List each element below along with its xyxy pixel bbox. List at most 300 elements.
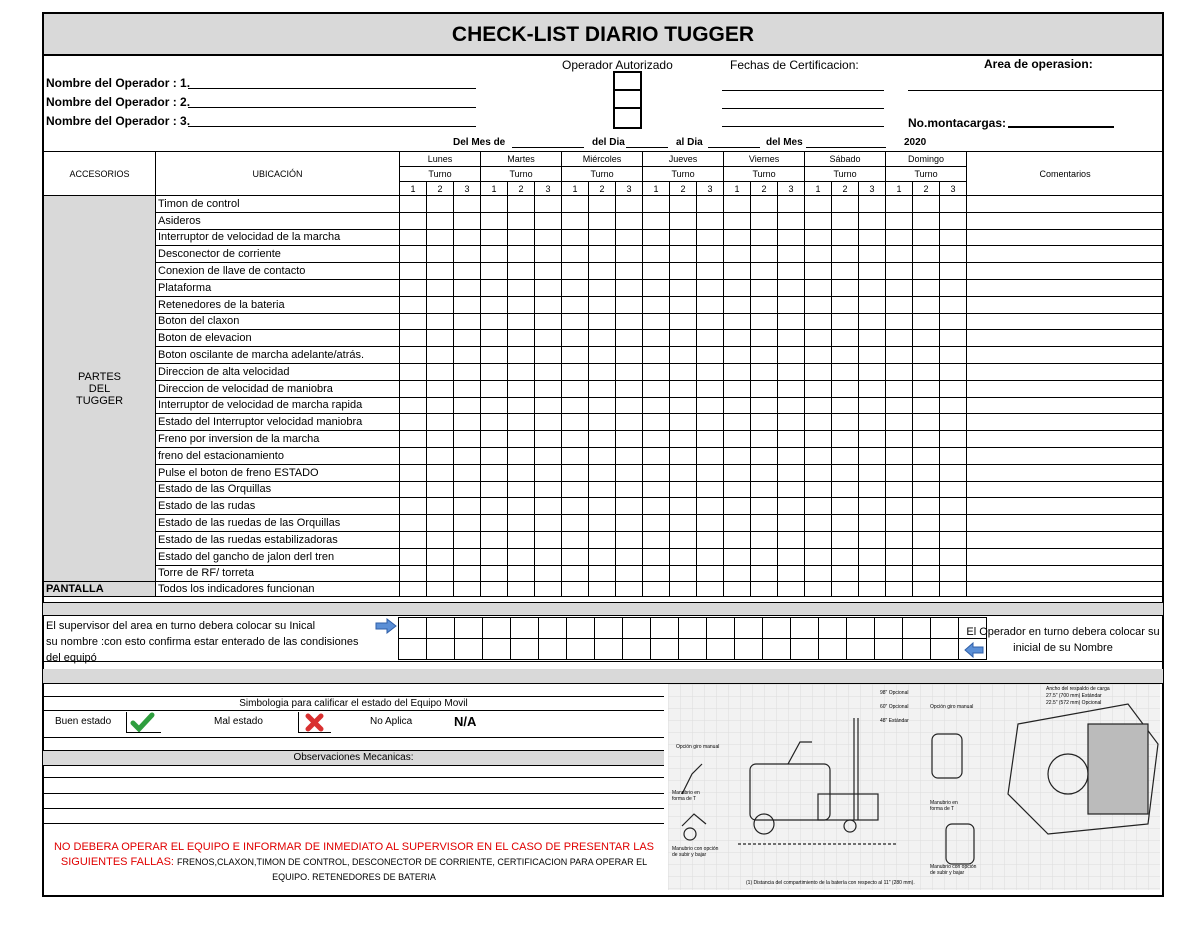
check-cell[interactable] [724, 548, 751, 565]
check-cell[interactable] [535, 380, 562, 397]
check-cell[interactable] [589, 263, 616, 280]
initial-cell[interactable] [791, 618, 819, 639]
check-cell[interactable] [940, 397, 967, 414]
check-cell[interactable] [697, 481, 724, 498]
check-cell[interactable] [886, 565, 913, 582]
comment-cell[interactable] [967, 464, 1164, 481]
check-cell[interactable] [670, 330, 697, 347]
check-cell[interactable] [751, 481, 778, 498]
check-cell[interactable] [481, 246, 508, 263]
initial-cell[interactable] [483, 618, 511, 639]
check-cell[interactable] [913, 582, 940, 597]
check-cell[interactable] [535, 212, 562, 229]
check-cell[interactable] [751, 229, 778, 246]
check-cell[interactable] [940, 313, 967, 330]
check-cell[interactable] [805, 296, 832, 313]
comment-cell[interactable] [967, 548, 1164, 565]
check-cell[interactable] [886, 414, 913, 431]
initial-cell[interactable] [567, 618, 595, 639]
initial-cell[interactable] [763, 618, 791, 639]
check-cell[interactable] [427, 464, 454, 481]
check-cell[interactable] [805, 263, 832, 280]
check-cell[interactable] [508, 196, 535, 213]
check-cell[interactable] [778, 447, 805, 464]
check-cell[interactable] [751, 347, 778, 364]
check-cell[interactable] [886, 582, 913, 597]
check-cell[interactable] [859, 279, 886, 296]
check-cell[interactable] [400, 447, 427, 464]
comment-cell[interactable] [967, 263, 1164, 280]
check-cell[interactable] [940, 531, 967, 548]
check-cell[interactable] [400, 531, 427, 548]
check-cell[interactable] [886, 431, 913, 448]
check-cell[interactable] [508, 515, 535, 532]
check-cell[interactable] [508, 531, 535, 548]
check-cell[interactable] [805, 515, 832, 532]
check-cell[interactable] [535, 347, 562, 364]
check-cell[interactable] [832, 531, 859, 548]
check-cell[interactable] [697, 196, 724, 213]
check-cell[interactable] [427, 263, 454, 280]
check-cell[interactable] [670, 347, 697, 364]
check-cell[interactable] [724, 313, 751, 330]
check-cell[interactable] [913, 531, 940, 548]
check-cell[interactable] [616, 296, 643, 313]
check-cell[interactable] [454, 313, 481, 330]
check-cell[interactable] [643, 363, 670, 380]
check-cell[interactable] [589, 481, 616, 498]
check-cell[interactable] [643, 431, 670, 448]
check-cell[interactable] [400, 363, 427, 380]
check-cell[interactable] [805, 481, 832, 498]
check-cell[interactable] [859, 229, 886, 246]
check-cell[interactable] [562, 397, 589, 414]
check-cell[interactable] [751, 582, 778, 597]
check-cell[interactable] [589, 296, 616, 313]
comment-cell[interactable] [967, 515, 1164, 532]
check-cell[interactable] [697, 447, 724, 464]
check-cell[interactable] [400, 279, 427, 296]
check-cell[interactable] [751, 447, 778, 464]
check-cell[interactable] [535, 229, 562, 246]
check-cell[interactable] [751, 548, 778, 565]
check-cell[interactable] [400, 565, 427, 582]
initial-cell[interactable] [735, 618, 763, 639]
check-cell[interactable] [616, 515, 643, 532]
check-cell[interactable] [886, 464, 913, 481]
check-cell[interactable] [805, 330, 832, 347]
check-cell[interactable] [508, 565, 535, 582]
check-cell[interactable] [589, 531, 616, 548]
check-cell[interactable] [859, 246, 886, 263]
check-cell[interactable] [454, 414, 481, 431]
check-cell[interactable] [400, 347, 427, 364]
check-cell[interactable] [940, 212, 967, 229]
check-cell[interactable] [940, 464, 967, 481]
check-cell[interactable] [481, 431, 508, 448]
check-cell[interactable] [535, 582, 562, 597]
check-cell[interactable] [643, 263, 670, 280]
check-cell[interactable] [724, 397, 751, 414]
check-cell[interactable] [427, 582, 454, 597]
check-cell[interactable] [913, 347, 940, 364]
check-cell[interactable] [589, 431, 616, 448]
check-cell[interactable] [751, 565, 778, 582]
check-cell[interactable] [886, 515, 913, 532]
check-cell[interactable] [751, 196, 778, 213]
initial-cell[interactable] [903, 639, 931, 660]
check-cell[interactable] [427, 229, 454, 246]
comment-cell[interactable] [967, 313, 1164, 330]
check-cell[interactable] [454, 380, 481, 397]
check-cell[interactable] [589, 397, 616, 414]
check-cell[interactable] [616, 498, 643, 515]
initial-cell[interactable] [959, 639, 987, 660]
check-cell[interactable] [562, 464, 589, 481]
check-cell[interactable] [508, 330, 535, 347]
check-cell[interactable] [535, 447, 562, 464]
check-cell[interactable] [724, 330, 751, 347]
comment-cell[interactable] [967, 431, 1164, 448]
initial-cell[interactable] [847, 618, 875, 639]
check-cell[interactable] [832, 363, 859, 380]
check-cell[interactable] [724, 565, 751, 582]
check-cell[interactable] [670, 397, 697, 414]
check-cell[interactable] [913, 330, 940, 347]
check-cell[interactable] [400, 212, 427, 229]
check-cell[interactable] [670, 548, 697, 565]
check-cell[interactable] [589, 246, 616, 263]
check-cell[interactable] [616, 548, 643, 565]
check-cell[interactable] [481, 279, 508, 296]
check-cell[interactable] [697, 515, 724, 532]
check-cell[interactable] [535, 481, 562, 498]
initial-cell[interactable] [679, 639, 707, 660]
check-cell[interactable] [508, 313, 535, 330]
check-cell[interactable] [535, 565, 562, 582]
check-cell[interactable] [913, 515, 940, 532]
check-cell[interactable] [427, 363, 454, 380]
check-cell[interactable] [913, 464, 940, 481]
check-cell[interactable] [886, 397, 913, 414]
check-cell[interactable] [643, 582, 670, 597]
check-cell[interactable] [940, 481, 967, 498]
check-cell[interactable] [670, 380, 697, 397]
initial-cell[interactable] [595, 618, 623, 639]
check-cell[interactable] [643, 246, 670, 263]
check-cell[interactable] [859, 212, 886, 229]
check-cell[interactable] [805, 363, 832, 380]
check-cell[interactable] [643, 347, 670, 364]
check-cell[interactable] [670, 296, 697, 313]
check-cell[interactable] [940, 380, 967, 397]
cert-date-1-field[interactable] [722, 90, 884, 91]
check-cell[interactable] [616, 565, 643, 582]
initial-cell[interactable] [735, 639, 763, 660]
check-cell[interactable] [427, 313, 454, 330]
check-cell[interactable] [859, 380, 886, 397]
check-cell[interactable] [832, 279, 859, 296]
check-cell[interactable] [616, 397, 643, 414]
check-cell[interactable] [832, 380, 859, 397]
check-cell[interactable] [427, 565, 454, 582]
check-cell[interactable] [913, 431, 940, 448]
check-cell[interactable] [913, 279, 940, 296]
check-cell[interactable] [832, 515, 859, 532]
check-cell[interactable] [913, 229, 940, 246]
check-cell[interactable] [724, 582, 751, 597]
comment-cell[interactable] [967, 397, 1164, 414]
check-cell[interactable] [400, 196, 427, 213]
comment-cell[interactable] [967, 363, 1164, 380]
check-cell[interactable] [886, 212, 913, 229]
check-cell[interactable] [697, 330, 724, 347]
check-cell[interactable] [481, 212, 508, 229]
check-cell[interactable] [616, 212, 643, 229]
check-cell[interactable] [535, 263, 562, 280]
check-cell[interactable] [805, 246, 832, 263]
initial-cell[interactable] [539, 639, 567, 660]
check-cell[interactable] [859, 414, 886, 431]
check-cell[interactable] [778, 196, 805, 213]
check-cell[interactable] [508, 347, 535, 364]
check-cell[interactable] [670, 196, 697, 213]
check-cell[interactable] [643, 313, 670, 330]
check-cell[interactable] [589, 565, 616, 582]
check-cell[interactable] [508, 431, 535, 448]
check-cell[interactable] [589, 515, 616, 532]
check-cell[interactable] [778, 582, 805, 597]
comment-cell[interactable] [967, 212, 1164, 229]
check-cell[interactable] [859, 531, 886, 548]
comment-cell[interactable] [967, 196, 1164, 213]
check-cell[interactable] [805, 464, 832, 481]
day-from-field[interactable] [626, 147, 668, 148]
check-cell[interactable] [508, 397, 535, 414]
check-cell[interactable] [778, 464, 805, 481]
initial-cell[interactable] [651, 618, 679, 639]
check-cell[interactable] [724, 296, 751, 313]
check-cell[interactable] [751, 363, 778, 380]
check-cell[interactable] [616, 330, 643, 347]
check-cell[interactable] [400, 414, 427, 431]
check-cell[interactable] [697, 212, 724, 229]
check-cell[interactable] [940, 431, 967, 448]
check-cell[interactable] [562, 565, 589, 582]
check-cell[interactable] [805, 498, 832, 515]
check-cell[interactable] [643, 498, 670, 515]
check-cell[interactable] [697, 548, 724, 565]
initial-cell[interactable] [651, 639, 679, 660]
check-cell[interactable] [535, 464, 562, 481]
check-cell[interactable] [508, 380, 535, 397]
check-cell[interactable] [535, 548, 562, 565]
check-cell[interactable] [832, 246, 859, 263]
initial-cell[interactable] [511, 618, 539, 639]
check-cell[interactable] [724, 212, 751, 229]
check-cell[interactable] [454, 548, 481, 565]
check-cell[interactable] [670, 363, 697, 380]
check-cell[interactable] [940, 330, 967, 347]
check-cell[interactable] [805, 548, 832, 565]
check-cell[interactable] [697, 229, 724, 246]
check-cell[interactable] [886, 330, 913, 347]
initial-cell[interactable] [539, 618, 567, 639]
check-cell[interactable] [751, 531, 778, 548]
check-cell[interactable] [508, 498, 535, 515]
check-cell[interactable] [400, 498, 427, 515]
check-cell[interactable] [670, 263, 697, 280]
check-cell[interactable] [508, 414, 535, 431]
authorized-box-2[interactable] [613, 89, 642, 109]
check-cell[interactable] [778, 229, 805, 246]
initial-cell[interactable] [959, 618, 987, 639]
check-cell[interactable] [643, 531, 670, 548]
check-cell[interactable] [427, 431, 454, 448]
check-cell[interactable] [778, 212, 805, 229]
check-cell[interactable] [913, 363, 940, 380]
check-cell[interactable] [724, 196, 751, 213]
check-cell[interactable] [805, 279, 832, 296]
check-cell[interactable] [454, 481, 481, 498]
check-cell[interactable] [562, 548, 589, 565]
check-cell[interactable] [427, 548, 454, 565]
check-cell[interactable] [805, 313, 832, 330]
check-cell[interactable] [913, 397, 940, 414]
check-cell[interactable] [859, 548, 886, 565]
check-cell[interactable] [724, 515, 751, 532]
comment-cell[interactable] [967, 447, 1164, 464]
comment-cell[interactable] [967, 279, 1164, 296]
check-cell[interactable] [832, 229, 859, 246]
check-cell[interactable] [508, 481, 535, 498]
check-cell[interactable] [805, 414, 832, 431]
check-cell[interactable] [616, 246, 643, 263]
check-cell[interactable] [859, 498, 886, 515]
check-cell[interactable] [805, 582, 832, 597]
check-cell[interactable] [751, 246, 778, 263]
check-cell[interactable] [589, 363, 616, 380]
forklift-no-field[interactable] [1008, 126, 1114, 128]
check-cell[interactable] [670, 279, 697, 296]
check-cell[interactable] [832, 296, 859, 313]
check-cell[interactable] [535, 431, 562, 448]
check-cell[interactable] [562, 531, 589, 548]
check-cell[interactable] [778, 246, 805, 263]
check-cell[interactable] [454, 229, 481, 246]
check-cell[interactable] [724, 481, 751, 498]
check-cell[interactable] [616, 313, 643, 330]
check-cell[interactable] [670, 481, 697, 498]
check-cell[interactable] [724, 447, 751, 464]
check-cell[interactable] [616, 363, 643, 380]
check-cell[interactable] [724, 464, 751, 481]
check-cell[interactable] [859, 330, 886, 347]
check-cell[interactable] [616, 196, 643, 213]
check-cell[interactable] [913, 548, 940, 565]
check-cell[interactable] [859, 464, 886, 481]
check-cell[interactable] [427, 347, 454, 364]
check-cell[interactable] [427, 531, 454, 548]
check-cell[interactable] [481, 548, 508, 565]
check-cell[interactable] [535, 498, 562, 515]
check-cell[interactable] [859, 565, 886, 582]
check-cell[interactable] [643, 464, 670, 481]
check-cell[interactable] [616, 447, 643, 464]
day-to-field[interactable] [708, 147, 760, 148]
check-cell[interactable] [508, 363, 535, 380]
check-cell[interactable] [535, 246, 562, 263]
check-cell[interactable] [400, 548, 427, 565]
observations-line-2[interactable] [43, 793, 664, 794]
check-cell[interactable] [751, 515, 778, 532]
check-cell[interactable] [886, 380, 913, 397]
cert-date-3-field[interactable] [722, 126, 884, 127]
check-cell[interactable] [427, 279, 454, 296]
check-cell[interactable] [670, 229, 697, 246]
check-cell[interactable] [481, 347, 508, 364]
check-cell[interactable] [697, 279, 724, 296]
check-cell[interactable] [940, 447, 967, 464]
check-cell[interactable] [427, 296, 454, 313]
check-cell[interactable] [778, 313, 805, 330]
area-field[interactable] [908, 90, 1162, 91]
check-cell[interactable] [886, 229, 913, 246]
check-cell[interactable] [508, 246, 535, 263]
check-cell[interactable] [805, 447, 832, 464]
check-cell[interactable] [562, 481, 589, 498]
check-cell[interactable] [778, 263, 805, 280]
comment-cell[interactable] [967, 498, 1164, 515]
check-cell[interactable] [616, 531, 643, 548]
operator-2-field[interactable] [188, 107, 476, 108]
check-cell[interactable] [481, 313, 508, 330]
check-cell[interactable] [940, 548, 967, 565]
check-cell[interactable] [832, 565, 859, 582]
check-cell[interactable] [886, 279, 913, 296]
check-cell[interactable] [886, 263, 913, 280]
initial-cell[interactable] [847, 639, 875, 660]
check-cell[interactable] [859, 397, 886, 414]
check-cell[interactable] [805, 380, 832, 397]
check-cell[interactable] [724, 263, 751, 280]
check-cell[interactable] [805, 431, 832, 448]
initial-cell[interactable] [399, 618, 427, 639]
check-cell[interactable] [724, 279, 751, 296]
check-cell[interactable] [535, 196, 562, 213]
initial-cell[interactable] [455, 618, 483, 639]
check-cell[interactable] [832, 263, 859, 280]
check-cell[interactable] [427, 246, 454, 263]
check-cell[interactable] [913, 565, 940, 582]
check-cell[interactable] [751, 313, 778, 330]
check-cell[interactable] [427, 414, 454, 431]
check-cell[interactable] [670, 313, 697, 330]
check-cell[interactable] [697, 431, 724, 448]
comment-cell[interactable] [967, 481, 1164, 498]
check-cell[interactable] [886, 363, 913, 380]
check-cell[interactable] [697, 363, 724, 380]
check-cell[interactable] [589, 212, 616, 229]
check-cell[interactable] [589, 229, 616, 246]
check-cell[interactable] [454, 296, 481, 313]
check-cell[interactable] [886, 548, 913, 565]
check-cell[interactable] [913, 263, 940, 280]
check-cell[interactable] [697, 246, 724, 263]
comment-cell[interactable] [967, 582, 1164, 597]
check-cell[interactable] [697, 313, 724, 330]
check-cell[interactable] [481, 330, 508, 347]
